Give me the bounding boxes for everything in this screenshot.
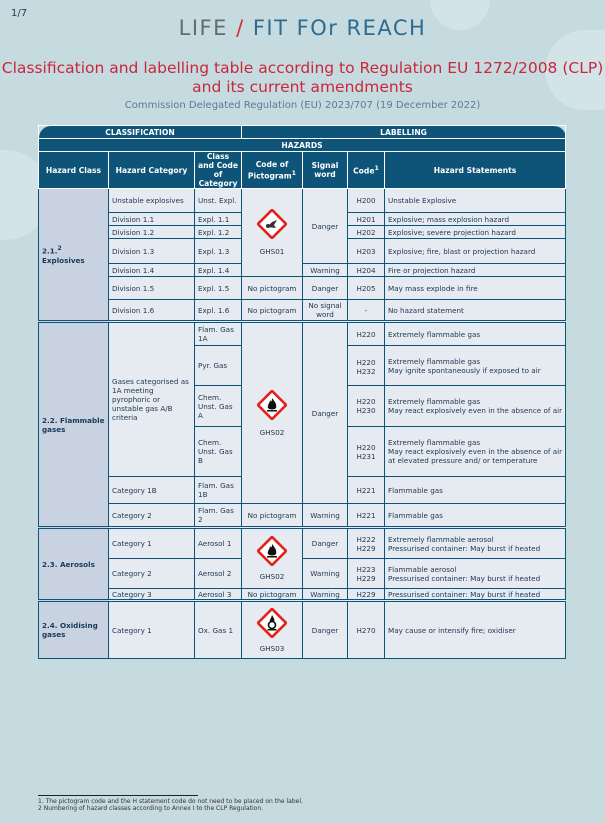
h-code: H201 (348, 213, 385, 226)
hazard-statement: Flammable aerosol (388, 564, 457, 574)
clp-table (38, 125, 566, 659)
category-code: Unst. Expl. (195, 189, 242, 213)
footnote-divider (38, 795, 198, 796)
hazard-category: Division 1.3 (109, 239, 195, 264)
category-code: Expl. 1.1 (195, 213, 242, 226)
hazard-statement: May react explosively even in the absence of air (388, 406, 563, 415)
category-code: Aerosol 3 (195, 589, 242, 601)
hazard-statement: Extremely flammable gas (388, 438, 481, 447)
hazard-statement: Unstable Explosive (385, 189, 566, 213)
table-row (39, 300, 566, 322)
signal-word: Warning (303, 504, 348, 528)
header-labelling: LABELLING (242, 126, 566, 139)
hazard-category: Division 1.4 (109, 264, 195, 277)
h-code: H221 (348, 504, 385, 528)
h-code: H220 (356, 397, 376, 406)
hazard-category: Division 1.6 (109, 300, 195, 322)
h-code: H229 (356, 573, 376, 583)
signal-word: Warning (303, 559, 348, 589)
hazard-category: Category 3 (109, 589, 195, 601)
flame-icon (257, 536, 287, 566)
hazard-category: Division 1.5 (109, 277, 195, 300)
signal-word: Danger (303, 601, 348, 659)
col-hazard-category: Hazard Category (109, 152, 195, 189)
hazard-category: Category 2 (109, 559, 195, 589)
category-code: Aerosol 2 (195, 559, 242, 589)
hazard-category: Category 1 (109, 528, 195, 559)
hazard-category: Division 1.1 (109, 213, 195, 226)
pictogram-cell: No pictogram (242, 277, 303, 300)
hazard-statement: Extremely flammable gas (385, 322, 566, 346)
page-number: 1/7 (11, 8, 28, 19)
h-code: H229 (356, 543, 376, 553)
signal-word: No signal word (303, 300, 348, 322)
category-code: Chem. Unst. Gas B (195, 427, 242, 477)
hazard-statement: Explosive; mass explosion hazard (385, 213, 566, 226)
hazard-statement: Pressurised container: May burst if heated (385, 589, 566, 601)
table-row (39, 322, 566, 346)
pictogram-cell: No pictogram (242, 589, 303, 601)
category-code: Chem. Unst. Gas A (195, 386, 242, 427)
category-code: Pyr. Gas (195, 346, 242, 386)
hazard-category: Gases categorised as 1A meeting pyrophoric or unstable gas A/B criteria (109, 322, 195, 477)
h-code: - (348, 300, 385, 322)
h-code: H220 (348, 322, 385, 346)
hazard-statement: Explosive; fire, blast or projection hazard (385, 239, 566, 264)
hazard-statement: May mass explode in fire (385, 277, 566, 300)
footnote: 2 Numbering of hazard classes according to Annex I to the CLP Regulation. (38, 805, 264, 812)
hazard-class-aerosols: 2.3. Aerosols (39, 528, 109, 601)
pictogram-cell: GHS02 (242, 528, 303, 589)
hazard-class-flammable-gases: 2.2. Flammable gases (39, 322, 109, 528)
hazard-class-oxidising-gases: 2.4. Oxidising gases (39, 601, 109, 659)
h-code: H223 (356, 564, 376, 574)
category-code: Expl. 1.4 (195, 264, 242, 277)
h-code: H200 (348, 189, 385, 213)
col-code: Code$^1$ (348, 152, 385, 189)
col-pictogram-code: Code of Pictogram$^1$ (242, 152, 303, 189)
hazard-statement: Extremely flammable gas (388, 356, 481, 366)
h-code: H203 (348, 239, 385, 264)
footnotes (38, 798, 303, 812)
h-code: H270 (348, 601, 385, 659)
h-code: H229 (348, 589, 385, 601)
col-hazard-class: Hazard Class (39, 152, 109, 189)
hazard-category: Category 2 (109, 504, 195, 528)
col-class-code: Class and Code of Category (195, 152, 242, 189)
hazard-statement: Extremely flammable aerosol (388, 534, 494, 544)
signal-word: Danger (303, 528, 348, 559)
hazard-statement: Pressurised container: May burst if heated (388, 543, 541, 553)
table-row (39, 528, 566, 559)
category-code: Expl. 1.3 (195, 239, 242, 264)
hazard-statement: Flammable gas (385, 477, 566, 504)
hazard-class-explosives: 2.1.$^2$ Explosives (39, 189, 109, 322)
signal-word: Warning (303, 589, 348, 601)
col-signal-word: Signal word (303, 152, 348, 189)
table-row (39, 264, 566, 277)
pictogram-cell: GHS01 (242, 189, 303, 277)
pictogram-cell: No pictogram (242, 300, 303, 322)
signal-word: Danger (303, 189, 348, 264)
page-title: Classification and labelling table according to Regulation EU 1272/2008 (CLP) and its current amendments (1, 59, 604, 96)
hazard-category: Division 1.2 (109, 226, 195, 239)
h-code: H202 (348, 226, 385, 239)
category-code: Expl. 1.6 (195, 300, 242, 322)
h-code: H232 (356, 367, 376, 376)
table-row (39, 189, 566, 213)
h-code: H205 (348, 277, 385, 300)
hazard-category: Category 1 (109, 601, 195, 659)
table-row (39, 559, 566, 589)
hazard-statement: Explosive; severe projection hazard (385, 226, 566, 239)
category-code: Expl. 1.5 (195, 277, 242, 300)
flame-over-circle-icon (257, 608, 287, 638)
header-hazards: HAZARDS (39, 139, 566, 152)
h-code: H220 H231 (348, 427, 385, 477)
hazard-category: Category 1B (109, 477, 195, 504)
category-code: Flam. Gas 2 (195, 504, 242, 528)
logo: LIFE / FIT FOr REACH (178, 16, 427, 40)
table-row (39, 277, 566, 300)
table-row (39, 601, 566, 659)
exploding-bomb-icon (257, 209, 287, 239)
hazard-statement: May ignite spontaneously if exposed to air (388, 365, 541, 375)
category-code: Flam. Gas 1B (195, 477, 242, 504)
category-code: Flam. Gas 1A (195, 322, 242, 346)
category-code: Ox. Gas 1 (195, 601, 242, 659)
signal-word: Warning (303, 264, 348, 277)
flame-icon (257, 390, 287, 420)
col-hazard-statements: Hazard Statements (385, 152, 566, 189)
signal-word: Danger (303, 322, 348, 504)
pictogram-cell: GHS03 (242, 601, 303, 659)
pictogram-cell: GHS02 (242, 322, 303, 504)
page-subtitle: Commission Delegated Regulation (EU) 2023/707 (19 December 2022) (124, 100, 481, 111)
signal-word: Danger (303, 277, 348, 300)
hazard-category: Unstable explosives (109, 189, 195, 213)
h-code: H222 (356, 534, 376, 544)
h-code: H230 (356, 406, 376, 415)
hazard-statement: May cause or intensify fire; oxidiser (385, 601, 566, 659)
pictogram-cell: No pictogram (242, 504, 303, 528)
footnote: 1. The pictogram code and the H statement code do not need to be placed on the label. (38, 798, 303, 805)
h-code: H204 (348, 264, 385, 277)
h-code: H221 (348, 477, 385, 504)
hazard-statement: Pressurised container: May burst if heated (388, 573, 541, 583)
category-code: Expl. 1.2 (195, 226, 242, 239)
table-row (39, 504, 566, 528)
h-code: H220 (356, 358, 376, 367)
hazard-statement: No hazard statement (385, 300, 566, 322)
hazard-statement: Flammable gas (385, 504, 566, 528)
table-row (39, 589, 566, 601)
hazard-statement: Fire or projection hazard (385, 264, 566, 277)
header-classification: CLASSIFICATION (39, 126, 242, 139)
hazard-statement: May react explosively even in the absence of air at elevated pressure and/ or temperature (388, 447, 563, 465)
category-code: Aerosol 1 (195, 528, 242, 559)
hazard-statement: Extremely flammable gas (388, 397, 481, 406)
